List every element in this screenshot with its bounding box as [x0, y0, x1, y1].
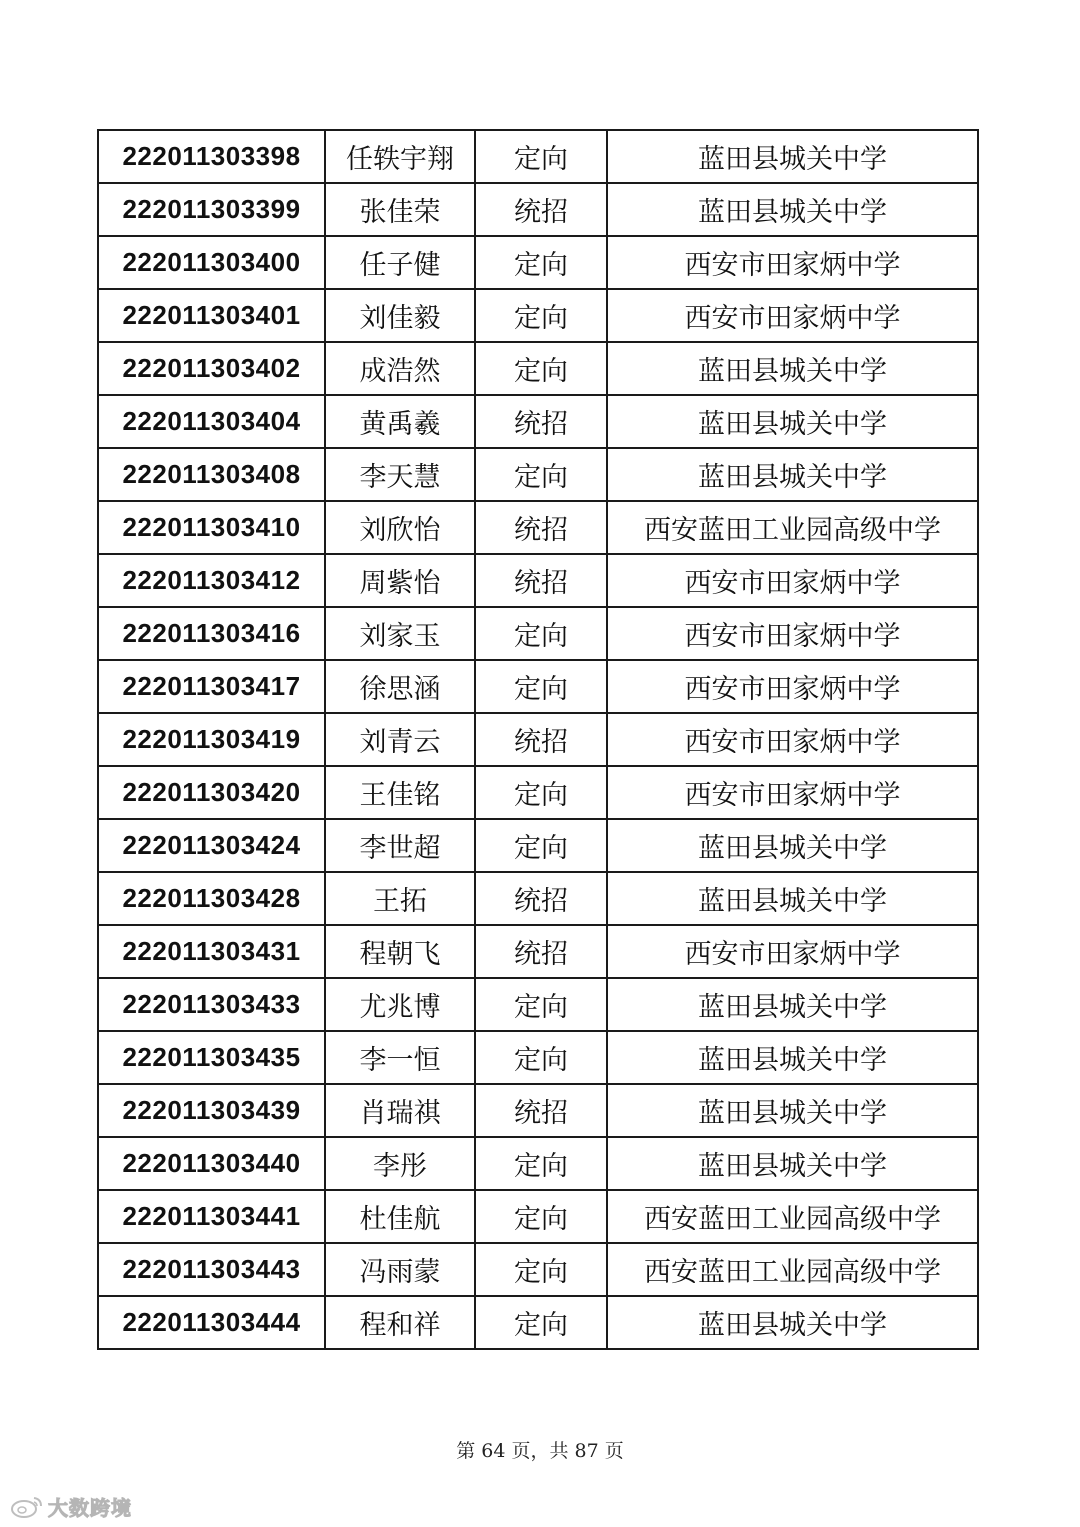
student-name-cell: 徐思涵 — [325, 660, 475, 713]
school-name-cell: 蓝田县城关中学 — [607, 395, 978, 448]
admission-type-cell: 统招 — [475, 872, 607, 925]
student-name-cell: 任轶宇翔 — [325, 130, 475, 183]
school-name-cell: 西安市田家炳中学 — [607, 925, 978, 978]
admission-type-cell: 定向 — [475, 1137, 607, 1190]
admission-type-cell: 统招 — [475, 713, 607, 766]
admission-type-cell: 统招 — [475, 395, 607, 448]
table-row — [98, 501, 978, 554]
admission-type-cell: 定向 — [475, 130, 607, 183]
student-name-cell: 任子健 — [325, 236, 475, 289]
table-row — [98, 872, 978, 925]
school-name-cell: 蓝田县城关中学 — [607, 1296, 978, 1349]
exam-number-cell: 222011303401 — [98, 289, 325, 342]
admission-type-cell: 定向 — [475, 236, 607, 289]
school-name-cell: 蓝田县城关中学 — [607, 1137, 978, 1190]
table-row — [98, 395, 978, 448]
school-name-cell: 蓝田县城关中学 — [607, 978, 978, 1031]
exam-number-cell: 222011303444 — [98, 1296, 325, 1349]
school-name-cell: 蓝田县城关中学 — [607, 1031, 978, 1084]
table-row — [98, 660, 978, 713]
table-row — [98, 1296, 978, 1349]
table-row — [98, 1137, 978, 1190]
school-name-cell: 蓝田县城关中学 — [607, 183, 978, 236]
school-name-cell: 西安市田家炳中学 — [607, 660, 978, 713]
exam-number-cell: 222011303431 — [98, 925, 325, 978]
table-row — [98, 236, 978, 289]
table-row — [98, 713, 978, 766]
admission-type-cell: 定向 — [475, 978, 607, 1031]
page-number: 第 64 页，共 87 页 — [456, 1440, 624, 1462]
school-name-cell: 蓝田县城关中学 — [607, 448, 978, 501]
student-name-cell: 程朝飞 — [325, 925, 475, 978]
school-name-cell: 蓝田县城关中学 — [607, 819, 978, 872]
exam-number-cell: 222011303404 — [98, 395, 325, 448]
exam-number-cell: 222011303416 — [98, 607, 325, 660]
exam-number-cell: 222011303440 — [98, 1137, 325, 1190]
exam-number-cell: 222011303412 — [98, 554, 325, 607]
admission-table — [97, 129, 979, 1350]
student-name-cell: 张佳荣 — [325, 183, 475, 236]
student-name-cell: 程和祥 — [325, 1296, 475, 1349]
admission-type-cell: 定向 — [475, 660, 607, 713]
table-row — [98, 448, 978, 501]
exam-number-cell: 222011303399 — [98, 183, 325, 236]
exam-number-cell: 222011303424 — [98, 819, 325, 872]
student-name-cell: 李一恒 — [325, 1031, 475, 1084]
table-row — [98, 1084, 978, 1137]
school-name-cell: 蓝田县城关中学 — [607, 342, 978, 395]
table-row — [98, 819, 978, 872]
school-name-cell: 西安市田家炳中学 — [607, 236, 978, 289]
school-name-cell: 蓝田县城关中学 — [607, 872, 978, 925]
table-row — [98, 554, 978, 607]
school-name-cell: 蓝田县城关中学 — [607, 1084, 978, 1137]
exam-number-cell: 222011303439 — [98, 1084, 325, 1137]
admission-type-cell: 定向 — [475, 1243, 607, 1296]
school-name-cell: 西安蓝田工业园高级中学 — [607, 501, 978, 554]
school-name-cell: 西安市田家炳中学 — [607, 766, 978, 819]
student-name-cell: 肖瑞祺 — [325, 1084, 475, 1137]
student-name-cell: 尤兆博 — [325, 978, 475, 1031]
exam-number-cell: 222011303420 — [98, 766, 325, 819]
admission-type-cell: 统招 — [475, 501, 607, 554]
school-name-cell: 西安蓝田工业园高级中学 — [607, 1243, 978, 1296]
admission-type-cell: 定向 — [475, 448, 607, 501]
table-row — [98, 607, 978, 660]
admission-type-cell: 定向 — [475, 607, 607, 660]
exam-number-cell: 222011303433 — [98, 978, 325, 1031]
admission-type-cell: 定向 — [475, 342, 607, 395]
weibo-logo-icon — [10, 1495, 44, 1519]
table-row — [98, 342, 978, 395]
student-name-cell: 刘家玉 — [325, 607, 475, 660]
exam-number-cell: 222011303398 — [98, 130, 325, 183]
table-row — [98, 978, 978, 1031]
table-row — [98, 1031, 978, 1084]
exam-number-cell: 222011303441 — [98, 1190, 325, 1243]
student-name-cell: 杜佳航 — [325, 1190, 475, 1243]
admission-type-cell: 定向 — [475, 1190, 607, 1243]
admission-type-cell: 定向 — [475, 289, 607, 342]
exam-number-cell: 222011303428 — [98, 872, 325, 925]
admission-type-cell: 定向 — [475, 819, 607, 872]
school-name-cell: 西安市田家炳中学 — [607, 607, 978, 660]
school-name-cell: 西安市田家炳中学 — [607, 713, 978, 766]
table-body — [98, 130, 978, 1349]
student-name-cell: 冯雨蒙 — [325, 1243, 475, 1296]
student-name-cell: 周紫怡 — [325, 554, 475, 607]
table-row — [98, 925, 978, 978]
student-name-cell: 李天慧 — [325, 448, 475, 501]
school-name-cell: 西安市田家炳中学 — [607, 289, 978, 342]
exam-number-cell: 222011303408 — [98, 448, 325, 501]
school-name-cell: 西安蓝田工业园高级中学 — [607, 1190, 978, 1243]
exam-number-cell: 222011303443 — [98, 1243, 325, 1296]
exam-number-cell: 222011303417 — [98, 660, 325, 713]
student-name-cell: 黄禹羲 — [325, 395, 475, 448]
admission-type-cell: 定向 — [475, 1031, 607, 1084]
table-row — [98, 1190, 978, 1243]
admission-type-cell: 统招 — [475, 183, 607, 236]
student-name-cell: 成浩然 — [325, 342, 475, 395]
table-row — [98, 1243, 978, 1296]
exam-number-cell: 222011303402 — [98, 342, 325, 395]
student-name-cell: 王佳铭 — [325, 766, 475, 819]
student-name-cell: 李彤 — [325, 1137, 475, 1190]
student-name-cell: 王拓 — [325, 872, 475, 925]
exam-number-cell: 222011303410 — [98, 501, 325, 554]
table-row — [98, 130, 978, 183]
watermark-text: 大数跨境 — [48, 1496, 132, 1520]
admission-type-cell: 统招 — [475, 1084, 607, 1137]
student-name-cell: 刘佳毅 — [325, 289, 475, 342]
watermark — [10, 1492, 132, 1521]
student-name-cell: 刘欣怡 — [325, 501, 475, 554]
exam-number-cell: 222011303400 — [98, 236, 325, 289]
admission-type-cell: 统招 — [475, 925, 607, 978]
exam-number-cell: 222011303419 — [98, 713, 325, 766]
school-name-cell: 蓝田县城关中学 — [607, 130, 978, 183]
exam-number-cell: 222011303435 — [98, 1031, 325, 1084]
school-name-cell: 西安市田家炳中学 — [607, 554, 978, 607]
student-name-cell: 李世超 — [325, 819, 475, 872]
student-name-cell: 刘青云 — [325, 713, 475, 766]
table-row — [98, 766, 978, 819]
table-row — [98, 289, 978, 342]
table-row — [98, 183, 978, 236]
admission-type-cell: 定向 — [475, 766, 607, 819]
admission-type-cell: 定向 — [475, 1296, 607, 1349]
admission-type-cell: 统招 — [475, 554, 607, 607]
